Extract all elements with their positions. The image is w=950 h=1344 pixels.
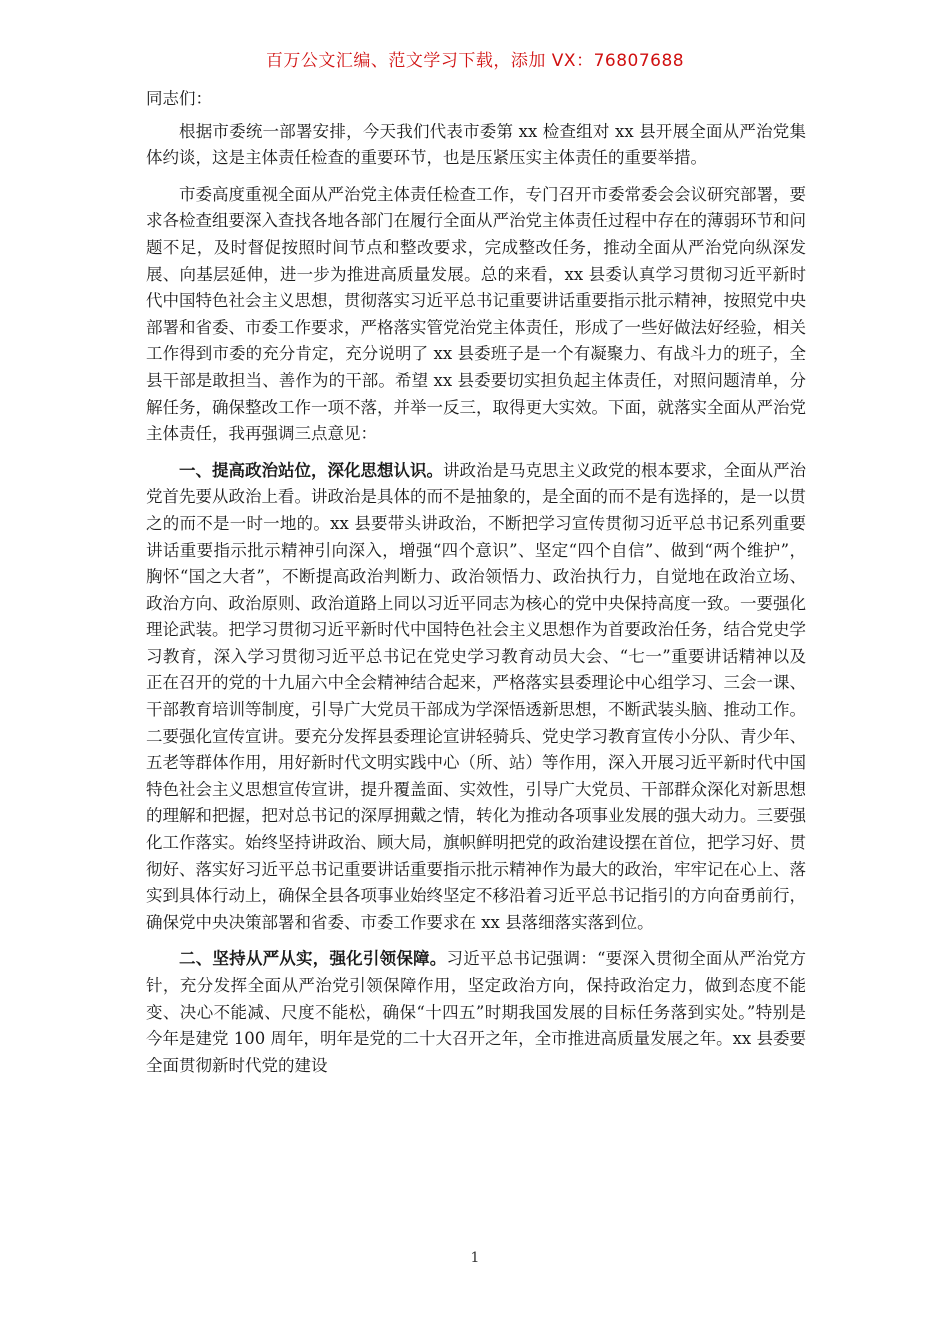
salutation: 同志们： xyxy=(146,89,212,108)
paragraph-overview xyxy=(146,182,806,448)
document-body xyxy=(146,86,806,1089)
paragraph-text: 根据市委统一部署安排，今天我们代表市委第 xx 检查组对 xx 县开展全面从严治党集体约谈，这是主体责任检查的重要环节，也是压紧压实主体责任的重要举措。 xyxy=(146,121,806,168)
paragraph-point-one xyxy=(146,458,806,937)
paragraph-text: 习近平总书记强调：“要深入贯彻全面从严治党方针，充分发挥全面从严治党引领保障作用，坚定政治方向，保持政治定力，做到态度不能变、决心不能减、尺度不能松，确保“十四五”时期我国发展的目标任务落到实处。”特别是今年是建党 100 周年，明年是党的二十大召开之年，全市推进高质量发展之年。xx 县委要全面贯彻新时代党的建设 xyxy=(146,949,807,1075)
paragraph-text: 讲政治是马克思主义政党的根本要求，全面从严治党首先要从政治上看。讲政治是具体的而不是抽象的，是全面的而不是有选择的，是一以贯之的而不是一时一地的。xx 县要带头讲政治，不断把学习宣传贯彻习近平总书记系列重要讲话重要指示批示精神引向深入，增强“四个意识”、坚定“四个自信”、做到“两个维护”，胸怀“国之大者”，不断提高政治判断力、政治领悟力、政治执行力，自觉地在政治立场、政治方向、政治原则、政治道路上同以习近平同志为核心的党中央保持高度一致。一要强化理论武装。把学习贯彻习近平新时代中国特色社会主义思想作为首要政治任务，结合党史学习教育，深入学习贯彻习近平总书记在党史学习教育动员大会、“七一”重要讲话精神以及正在召开的党的十九届六中全会精神结合起来，严格落实县委理论中心组学习、三会一课、干部教育培训等制度，引导广大党员干部成为学深悟透新思想，不断武装头脑、推动工作。二要强化宣传宣讲。要充分发挥县委理论宣讲轻骑兵、党史学习教育宣传小分队、青少年、五老等群体作用，用好新时代文明实践中心（所、站）等作用，深入开展习近平新时代中国特色社会主义思想宣传宣讲，提升覆盖面、实效性，引导广大党员、干部群众深化对新思想的理解和把握，把对总书记的深厚拥戴之情，转化为推动各项事业发展的强大动力。三要强化工作落实。始终坚持讲政治、顾大局，旗帜鲜明把党的政治建设摆在首位，把学习好、贯彻好、落实好习近平总书记重要讲话重要指示批示精神作为最大的政治，牢牢记在心上、落实到具体行动上，确保全县各项事业始终坚定不移沿着习近平总书记指引的方向奋勇前行，确保党中央决策部署和省委、市委工作要求在 xx 县落细落实落到位。 xyxy=(146,460,806,932)
paragraph-intro xyxy=(146,119,806,172)
section-heading: 一、提高政治站位，深化思想认识。 xyxy=(179,460,443,480)
page-number: 1 xyxy=(470,1250,480,1266)
paragraph-text: 市委高度重视全面从严治党主体责任检查工作，专门召开市委常委会会议研究部署，要求各检查组要深入查找各地各部门在履行全面从严治党主体责任过程中存在的薄弱环节和问题不足，及时督促按照时间节点和整改要求，完成整改任务，推动全面从严治党向纵深发展、向基层延伸，进一步为推进高质量发展。总的来看，xx 县委认真学习贯彻习近平新时代中国特色社会主义思想，贯彻落实习近平总书记重要讲话重要指示批示精神，按照党中央部署和省委、市委工作要求，严格落实管党治党主体责任，形成了一些好做法好经验，相关工作得到市委的充分肯定，充分说明了 xx 县委班子是一个有凝聚力、有战斗力的班子，全县干部是敢担当、善作为的干部。希望 xx 县委要切实担负起主体责任，对照问题清单，分解任务，确保整改工作一项不落，并举一反三，取得更大实效。下面，就落实全面从严治党主体责任，我再强调三点意见： xyxy=(146,184,806,444)
paragraph-point-two xyxy=(146,946,806,1079)
section-heading: 二、坚持从严从实，强化引领保障。 xyxy=(179,949,447,969)
promo-banner: 百万公文汇编、范文学习下载，添加 VX：76807688 xyxy=(265,51,685,71)
